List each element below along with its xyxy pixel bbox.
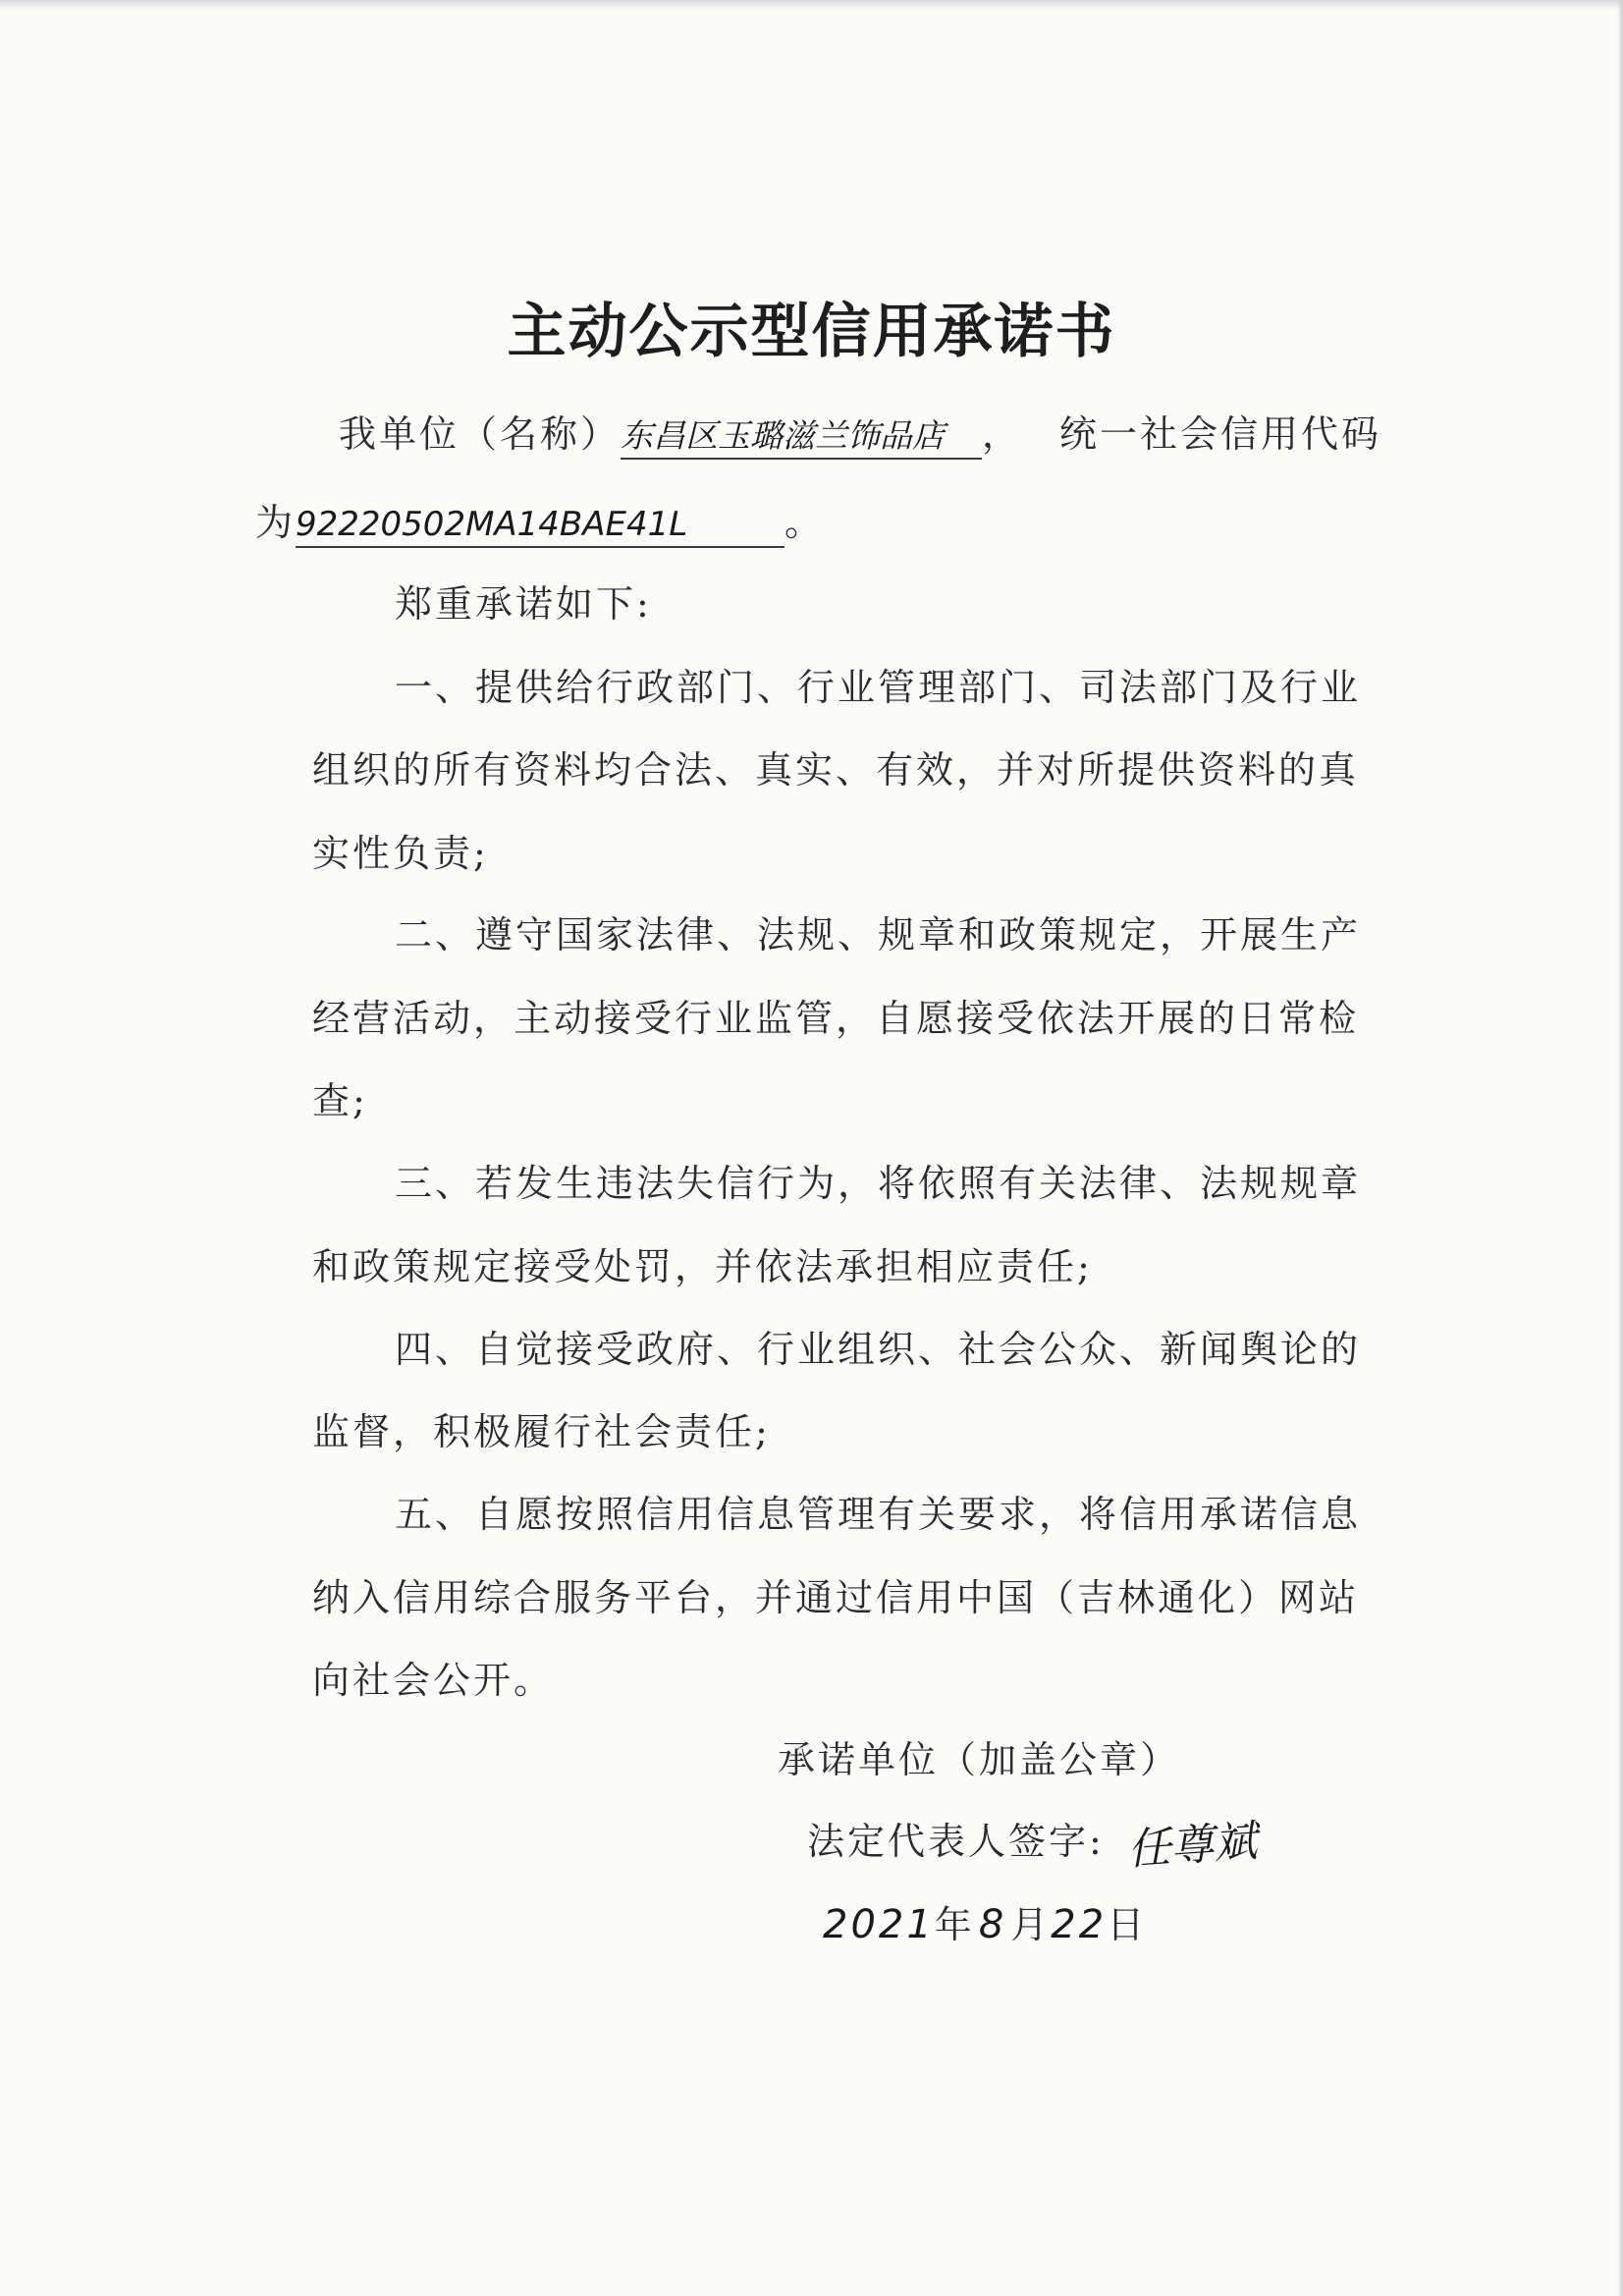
intro-wei: 为	[255, 501, 297, 544]
date-year: 2021	[823, 1902, 935, 1947]
clause-4-line-2: 监督，积极履行社会责任;	[312, 1410, 771, 1453]
date-day: 22	[1051, 1902, 1108, 1947]
clause-1-line-3: 实性负责;	[312, 832, 489, 875]
intro-line-1	[339, 412, 1381, 460]
clause-1-line-1: 一、提供给行政部门、行业管理部门、司法部门及行业	[395, 666, 1362, 709]
unit-name-field	[621, 412, 982, 460]
legal-rep-label: 法定代表人签字:	[807, 1820, 1105, 1863]
intro-period: 。	[784, 501, 826, 544]
credit-code-handwritten: 92220502MA14BAE41L	[296, 505, 688, 544]
unit-name-handwritten: 东昌区玉璐滋兰饰品店	[621, 416, 946, 455]
document-title: 主动公示型信用承诺书	[507, 298, 1116, 366]
legal-rep-signature: 任尊斌	[1125, 1816, 1259, 1876]
pledge-heading: 郑重承诺如下:	[395, 582, 652, 626]
credit-code-field	[296, 501, 784, 548]
clause-5-line-1: 五、自愿按照信用信息管理有关要求，将信用承诺信息	[395, 1493, 1362, 1536]
clause-3-line-2: 和政策规定接受处罚，并依法承担相应责任;	[312, 1245, 1093, 1288]
clause-3-line-1: 三、若发生违法失信行为，将依照有关法律、法规规章	[395, 1162, 1362, 1205]
date-year-char: 年	[934, 1903, 975, 1946]
intro-comma: ，	[982, 412, 1023, 456]
date-line	[823, 1903, 1147, 1946]
unit-seal-label: 承诺单位（加盖公章）	[778, 1738, 1181, 1781]
date-day-char: 日	[1107, 1903, 1148, 1946]
clause-5-line-3: 向社会公开。	[312, 1659, 555, 1702]
clause-2-line-2: 经营活动，主动接受行业监管，自愿接受依法开展的日常检	[312, 997, 1360, 1040]
intro-prefix: 我单位（名称）	[339, 412, 622, 456]
clause-5-line-2: 纳入信用综合服务平台，并通过信用中国（吉林通化）网站	[312, 1576, 1360, 1619]
credit-code-label: 统一社会信用代码	[1059, 412, 1382, 456]
scan-edge-top	[0, 0, 1623, 10]
clause-1-line-2: 组织的所有资料均合法、真实、有效，并对所提供资料的真	[312, 748, 1360, 792]
clause-2-line-1: 二、遵守国家法律、法规、规章和政策规定，开展生产	[395, 913, 1362, 957]
intro-line-2	[255, 501, 825, 548]
clause-4-line-1: 四、自觉接受政府、行业组织、社会公众、新闻舆论的	[395, 1328, 1362, 1371]
date-month: 8	[978, 1902, 1007, 1947]
date-month-char: 月	[1010, 1903, 1052, 1946]
clause-2-line-3: 查;	[312, 1079, 368, 1122]
